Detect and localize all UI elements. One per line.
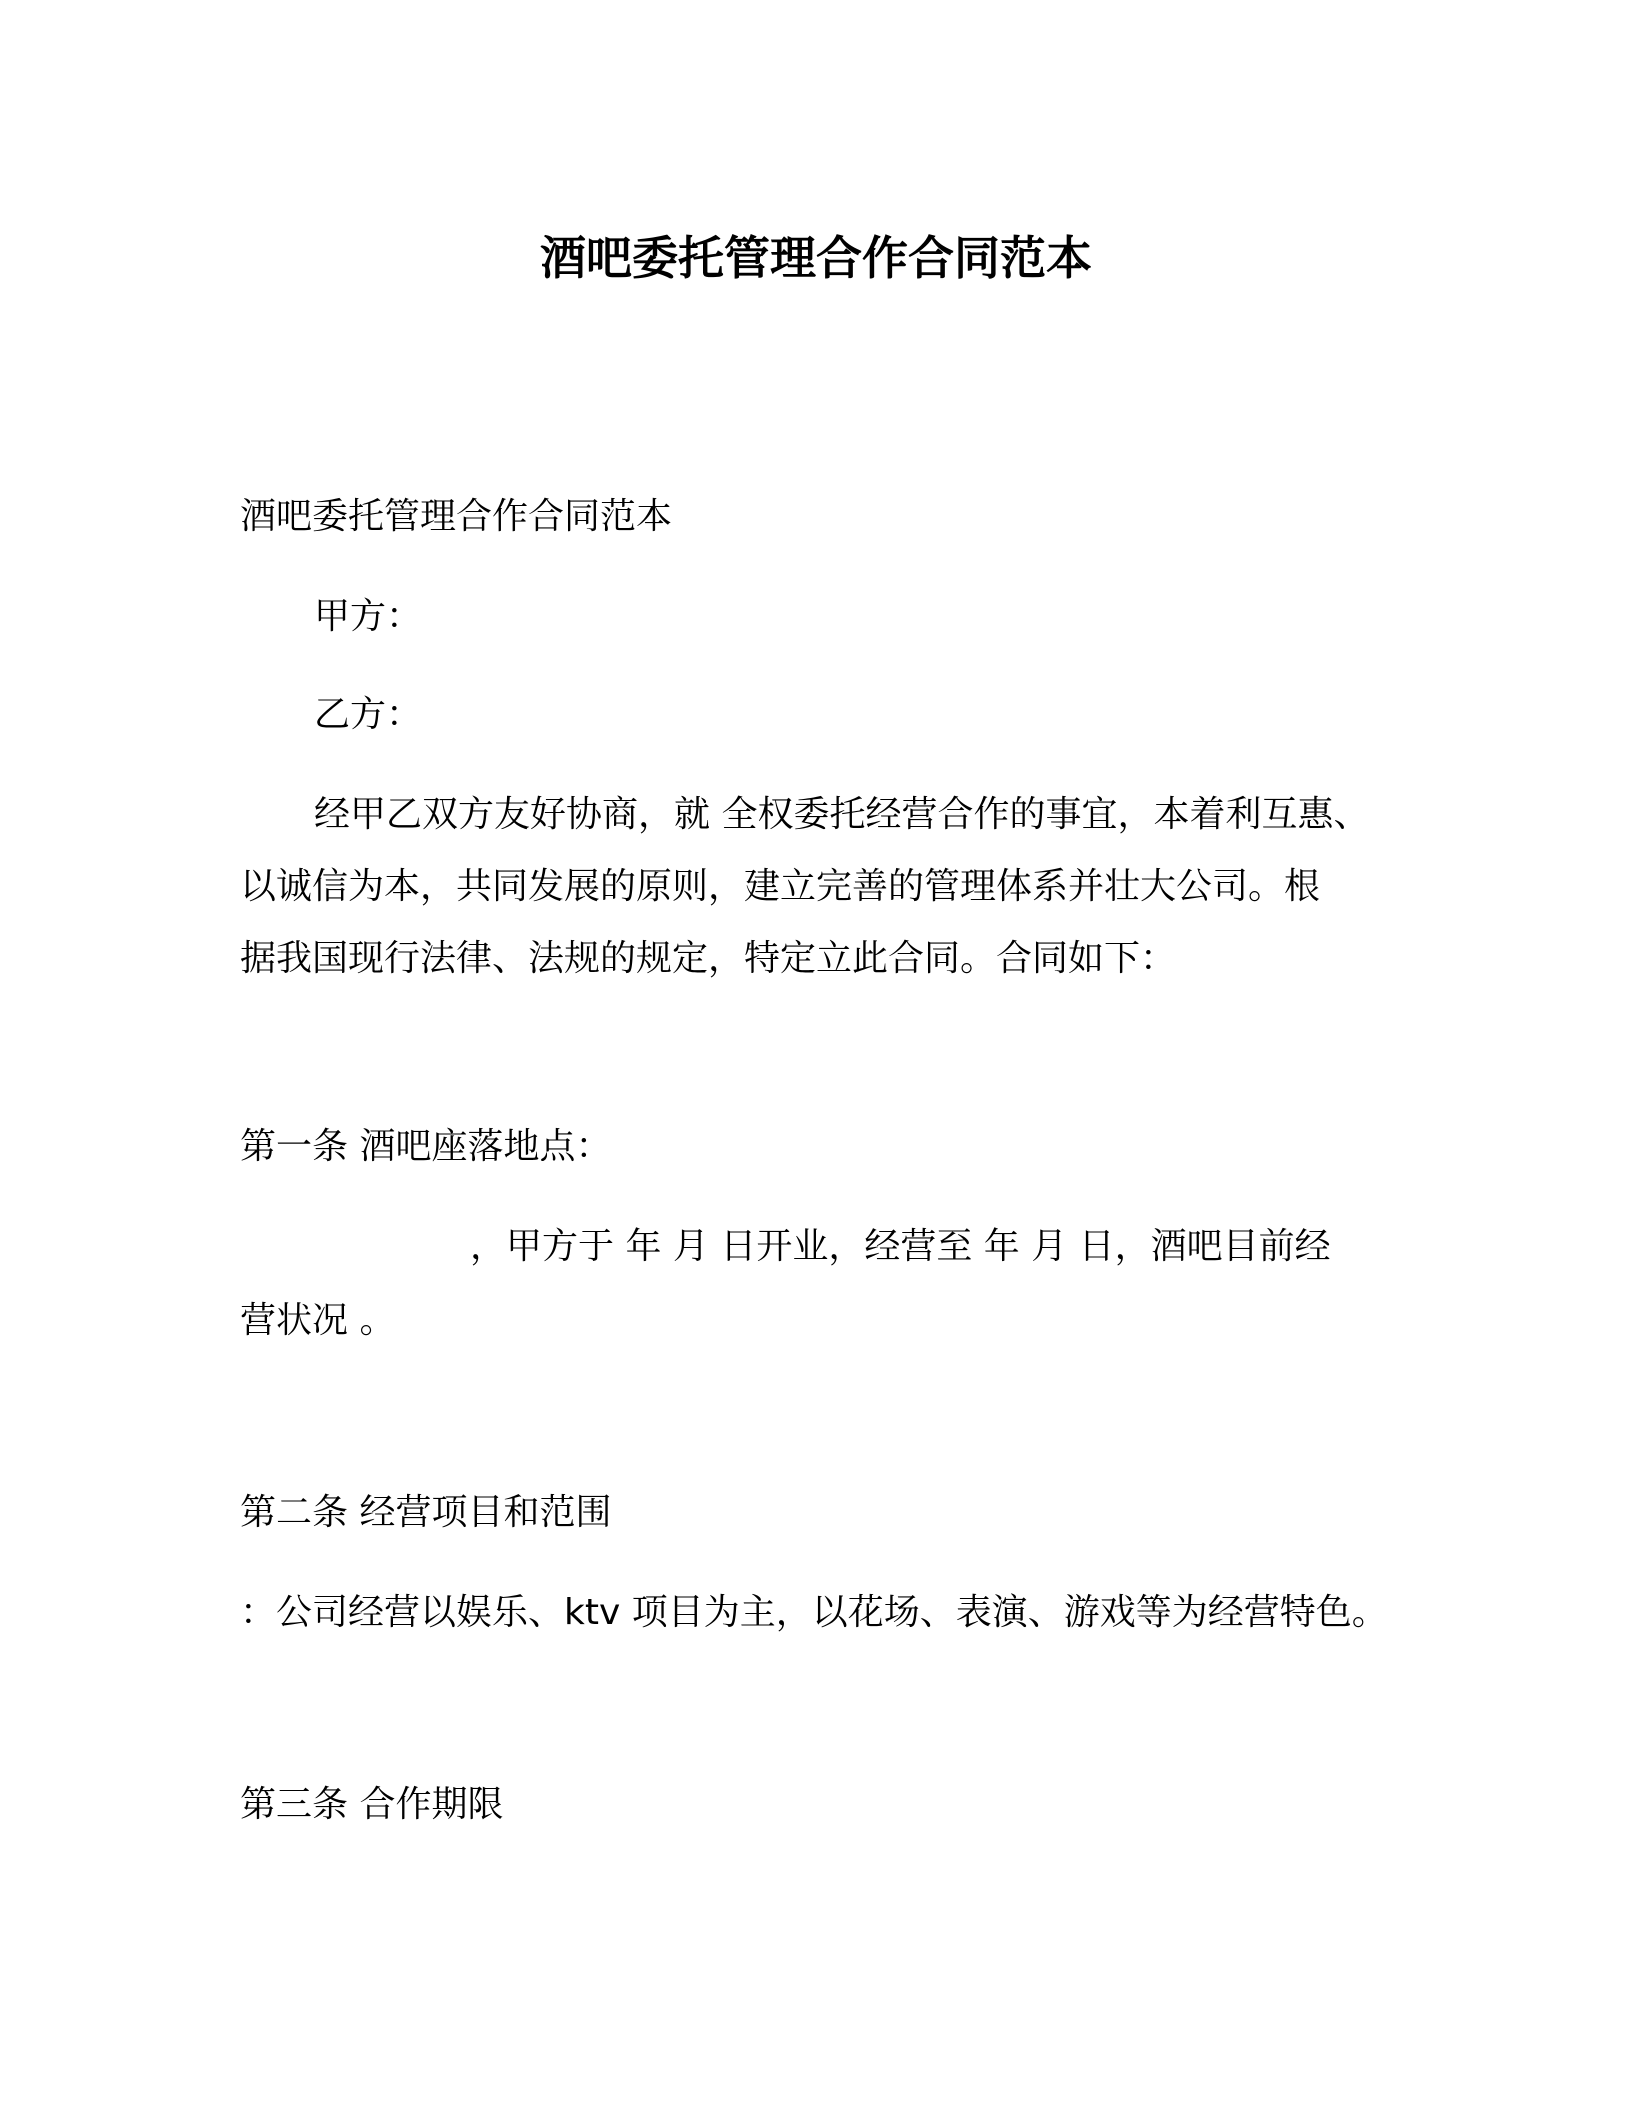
intro-line-1: 经甲乙双方友好协商，就 全权委托经营合作的事宜，本着利互惠、 — [314, 794, 1370, 835]
article-2-line-1: ：公司经营以娱乐、ktv 项目为主，以花场、表演、游戏等为经营特色。 — [240, 1592, 1388, 1633]
article-1-heading: 第一条 酒吧座落地点： — [240, 1126, 612, 1167]
article-3-heading: 第三条 合作期限 — [240, 1784, 504, 1825]
party-b-label: 乙方： — [314, 694, 423, 735]
intro-line-2: 以诚信为本，共同发展的原则，建立完善的管理体系并壮大公司。根 — [240, 866, 1321, 907]
article-1-line-2: 营状况 。 — [240, 1300, 396, 1341]
intro-line-3: 据我国现行法律、法规的规定，特定立此合同。合同如下： — [240, 938, 1177, 979]
article-1-line-1: ，甲方于 年 月 日开业，经营至 年 月 日，酒吧目前经 — [470, 1226, 1331, 1267]
party-a-label: 甲方： — [314, 596, 423, 637]
document-subtitle: 酒吧委托管理合作合同范本 — [240, 496, 673, 537]
article-2-heading: 第二条 经营项目和范围 — [240, 1492, 612, 1533]
document-title: 酒吧委托管理合作合同范本 — [540, 231, 1092, 285]
